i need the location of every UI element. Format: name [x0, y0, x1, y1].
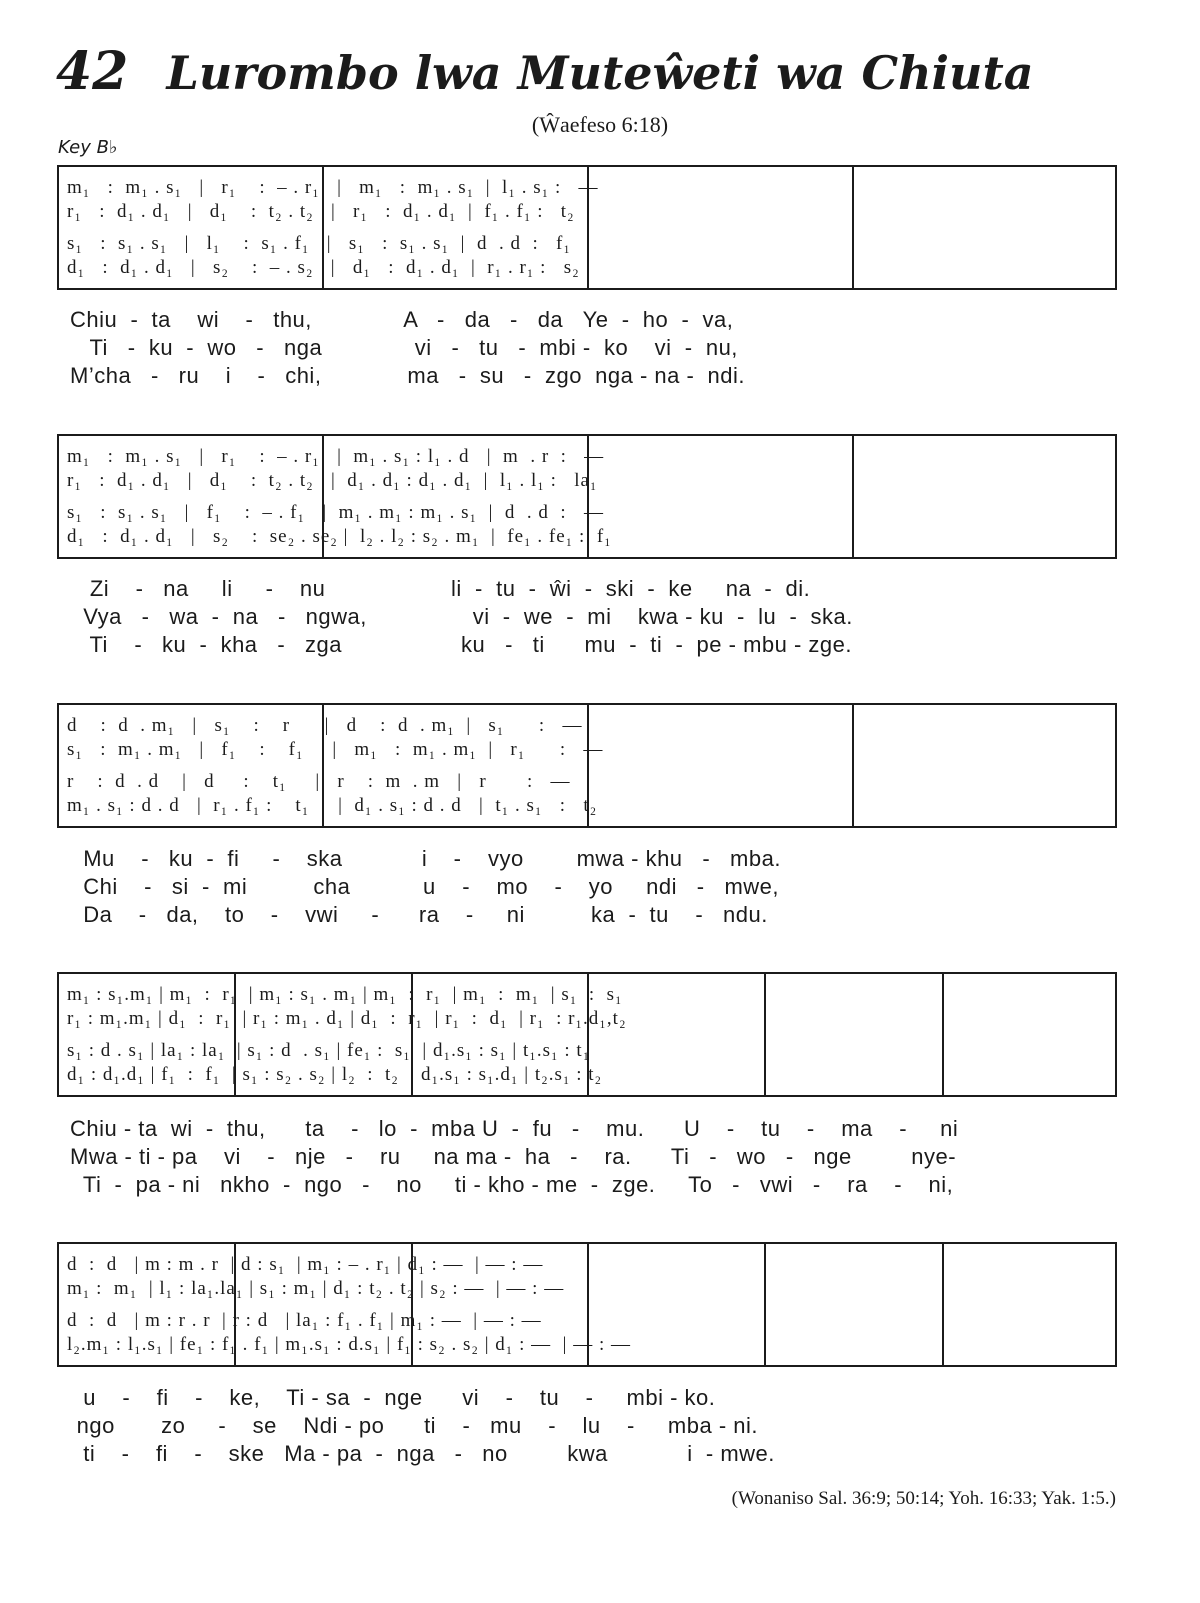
song-title: Lurombo lwa Muteŵeti wa Chiuta [166, 46, 1034, 100]
staff-row: r₁ : d₁ . d₁ | d₁ : t₂ . t₂ | d₁ . d₁ : d₁ . d₁ | l₁ . l₁ : la₁ [67, 470, 598, 491]
lyric-line: Ti - ku - kha - zga ku - ti mu - ti - pe - mbu - zge. [70, 632, 853, 657]
song-number: 42 [56, 41, 129, 102]
lyric-line: Ti - ku - wo - nga vi - tu - mbi - ko vi - nu, [70, 335, 738, 360]
lyric-line: Vya - wa - na - ngwa, vi - we - mi kwa - ku - lu - ska. [70, 604, 853, 629]
lyric-line: M’cha - ru i - chi, ma - su - zgo nga - na - ndi. [70, 363, 746, 388]
staff-row: r₁ : m₁.m₁ | d₁ : r₁ | r₁ : m₁ . d₁ | d₁ : r₁ | r₁ : d₁ | r₁ : r₁.d₁,t₂ [67, 1008, 627, 1029]
lyric-line: ti - fi - ske Ma - pa - nga - no kwa i - mwe. [70, 1441, 775, 1466]
staff-row: d : d . m₁ | s₁ : r | d : d . m₁ | s₁ : — [67, 715, 583, 736]
staff-row: d₁ : d₁.d₁ | f₁ : f₁ | s₁ : s₂ . s₂ | l₂ : t₂ | d₁.s₁ : s₁.d₁ | t₂.s₁ : t₂ [67, 1064, 603, 1085]
lyric-line: ngo zo - se Ndi - po ti - mu - lu - mba - ni. [70, 1413, 759, 1438]
lyrics-block [70, 1115, 1070, 1199]
staff-row: l₂.m₁ : l₁.s₁ | fe₁ : f₁ . f₁ | m₁.s₁ : d.s₁ | f₁ : s₂ . s₂ | d₁ : — | — : — [67, 1334, 632, 1355]
staff-row: m₁ : m₁ . s₁ | r₁ : – . r₁ | m₁ : m₁ . s₁ | l₁ . s₁ : — [67, 177, 599, 198]
staff-row: d₁ : d₁ . d₁ | s₂ : se₂ . se₂ | l₂ . l₂ : s₂ . m₁ | fe₁ . fe₁ : f₁ [67, 526, 612, 547]
lyrics-block [70, 575, 1070, 659]
staff-row: s₁ : s₁ . s₁ | f₁ : – . f₁ | m₁ . m₁ : m₁ . s₁ | d . d : — [67, 502, 604, 523]
staff-row: r : d . d | d : t₁ | r : m . m | r : — [67, 771, 571, 792]
staff-row: s₁ : s₁ . s₁ | l₁ : s₁ . f₁ | s₁ : s₁ . s₁ | d . d : f₁ [67, 233, 571, 254]
scripture-reference: (Ŵaefeso 6:18) [531, 112, 669, 137]
lyric-line: Da - da, to - vwi - ra - ni ka - tu - ndu. [70, 902, 768, 927]
key-signature: Key B♭ [58, 137, 118, 158]
staff-row: r₁ : d₁ . d₁ | d₁ : t₂ . t₂ | r₁ : d₁ . d₁ | f₁ . f₁ : t₂ [67, 201, 575, 222]
staff-row: d : d | m : m . r | d : s₁ | m₁ : – . r₁ | d₁ : — | — : — [67, 1254, 544, 1275]
staff-row: s₁ : m₁ . m₁ | f₁ : f₁ | m₁ : m₁ . m₁ | r₁ : — [67, 739, 604, 760]
lyrics-block [70, 1384, 1070, 1468]
lyrics-block [70, 845, 1070, 929]
staff-row: d₁ : d₁ . d₁ | s₂ : – . s₂ | d₁ : d₁ . d₁ | r₁ . r₁ : s₂ [67, 257, 580, 278]
lyric-line: Chiu - ta wi - thu, ta - lo - mba U - fu - mu. U - tu - ma - ni [70, 1116, 959, 1141]
lyric-line: u - fi - ke, Ti - sa - nge vi - tu - mbi - ko. [70, 1385, 716, 1410]
lyric-line: Zi - na li - nu li - tu - ŵi - ski - ke na - di. [70, 576, 811, 601]
lyrics-block [70, 306, 1070, 390]
music-stave [57, 972, 1117, 1097]
lyric-line: Ti - pa - ni nkho - ngo - no ti - kho - me - zge. To - vwi - ra - ni, [70, 1172, 954, 1197]
lyric-line: Chiu - ta wi - thu, A - da - da Ye - ho - va, [70, 307, 734, 332]
scripture-references: (Wonaniso Sal. 36:9; 50:14; Yoh. 16:33; Yak. 1:5.) [731, 1488, 1116, 1509]
staff-row: s₁ : d . s₁ | la₁ : la₁ | s₁ : d . s₁ | fe₁ : s₁ | d₁.s₁ : s₁ | t₁.s₁ : t₁ [67, 1040, 591, 1061]
lyric-line: Chi - si - mi cha u - mo - yo ndi - mwe, [70, 874, 780, 899]
staff-row: d : d | m : r . r | r : d | la₁ : f₁ . f₁ | m₁ : — | — : — [67, 1310, 542, 1331]
staff-row: m₁ : s₁.m₁ | m₁ : r₁ | m₁ : s₁ . m₁ | m₁ : r₁ | m₁ : m₁ | s₁ : s₁ [67, 984, 623, 1005]
lyric-line: Mwa - ti - pa vi - nje - ru na ma - ha - ra. Ti - wo - nge nye- [70, 1144, 957, 1169]
lyric-line: Mu - ku - fi - ska i - vyo mwa - khu - mba. [70, 846, 781, 871]
staff-row: m₁ . s₁ : d . d | r₁ . f₁ : t₁ | d₁ . s₁ : d . d | t₁ . s₁ : t₂ [67, 795, 598, 816]
music-stave [57, 1242, 1117, 1367]
music-stave [57, 434, 1117, 559]
staff-row: m₁ : m₁ | l₁ : la₁.la₁ | s₁ : m₁ | d₁ : t₂ . t₂ | s₂ : — | — : — [67, 1278, 565, 1299]
staff-row: m₁ : m₁ . s₁ | r₁ : – . r₁ | m₁ . s₁ : l₁ . d | m . r : — [67, 446, 605, 467]
music-stave [57, 165, 1117, 290]
music-stave [57, 703, 1117, 828]
